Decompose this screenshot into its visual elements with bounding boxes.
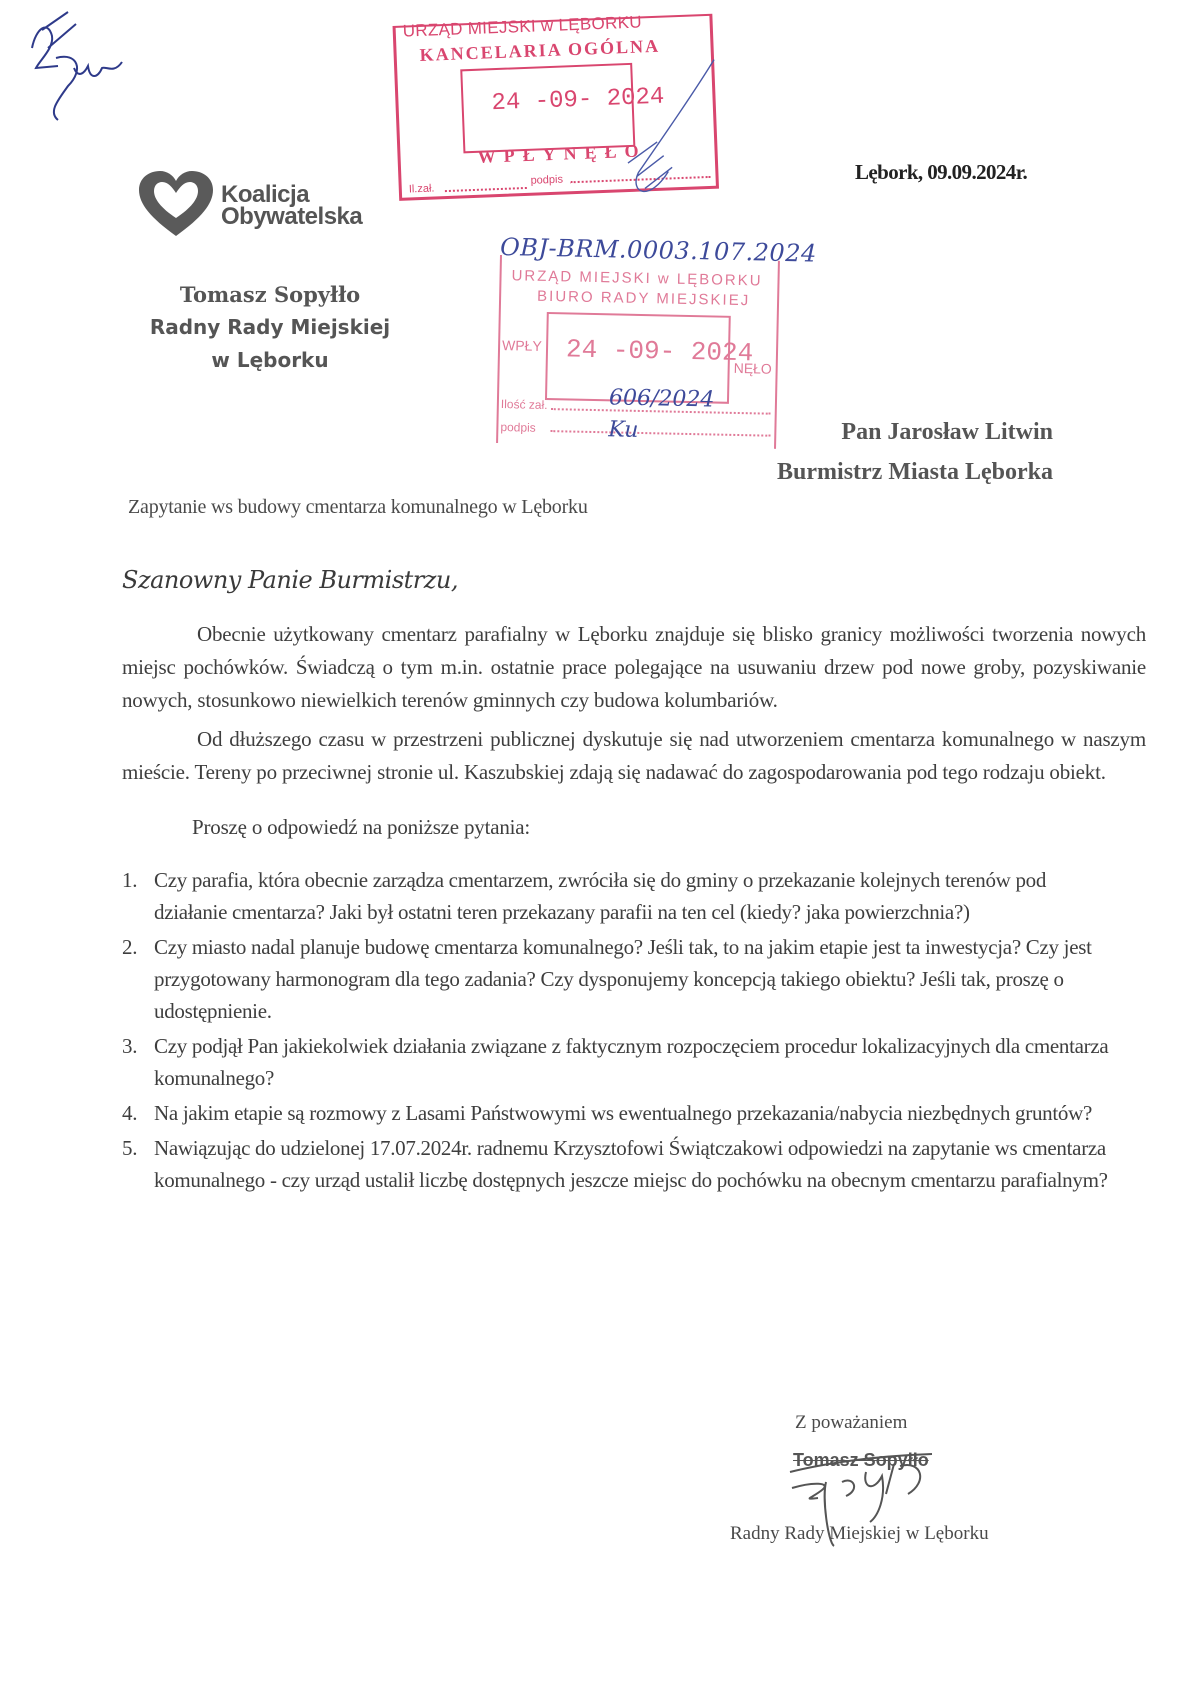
- recipient-name: Pan Jarosław Litwin: [841, 419, 1053, 445]
- question-number: 1.: [122, 868, 138, 892]
- stamp-office-name: URZĄD MIEJSKI w LĘBORKU: [511, 267, 763, 290]
- recipient-block: [735, 412, 1053, 492]
- sender-role: Radny Rady Miejskiej: [149, 315, 391, 339]
- stamp-signature-label: podpis: [500, 420, 536, 435]
- sender-name: Tomasz Sopyłło: [179, 282, 361, 307]
- request-intro: Proszę o odpowiedź na poniższe pytania:: [192, 815, 531, 839]
- stamp-received-left: WPŁY: [501, 337, 542, 354]
- question-text: Czy parafia, która obecnie zarządza cmentarzem, zwróciła się do gminy o przekazanie kolejnych terenów pod działanie cmentarza? Jaki był ostatni teren przekazany parafii na ten cel (kiedy? jaka powierzchnia?): [154, 868, 1047, 924]
- stamp-office-name: URZĄD MIEJSKI w LĘBORKU: [402, 12, 643, 41]
- question-item: [122, 1097, 1124, 1129]
- place-date: Lębork, 09.09.2024r.: [855, 160, 1028, 184]
- stamp-date: 24 -09- 2024: [565, 334, 754, 369]
- recipient-title: Burmistrz Miasta Lęborka: [777, 459, 1053, 485]
- handwritten-initials-icon: [18, 8, 128, 128]
- sender-city: w Lęborku: [211, 348, 329, 372]
- question-item: [122, 931, 1124, 1027]
- body-paragraph: Obecnie użytkowany cmentarz parafialny w Lęborku znajduje się blisko granicy możliwości tworzenia nowych miejsc pochówków. Świadczą o tym m.in. ostatnie prace polegające na usuwaniu drzew pod nowe groby, pozyskiwanie nowych, stosunkowo niewielkich terenów gminnych czy budowa kolumbariów.: [122, 622, 1146, 712]
- handwritten-reference-number: OBJ-BRM.0003.107.2024: [499, 233, 818, 268]
- stamp-signature-label: podpis: [530, 173, 564, 187]
- question-number: 3.: [122, 1034, 138, 1058]
- salutation: Szanowny Panie Burmistrzu,: [122, 566, 458, 594]
- question-text: Nawiązując do udzielonej 17.07.2024r. radnemu Krzysztofowi Świątczakowi odpowiedzi na zapytanie ws cmentarza komunalnego - czy urząd ustalił liczbę dostępnych jeszcze miejsc do pochówku na obecnym cmentarzu parafialnym?: [154, 1136, 1108, 1192]
- letter-body: [122, 618, 1146, 1199]
- question-item: [122, 1030, 1124, 1094]
- ink-scribble-icon: [584, 49, 730, 214]
- signature-role: Radny Rady Miejskiej w Lęborku: [730, 1523, 989, 1544]
- logo-wordmark: [221, 181, 363, 230]
- stamp-kancelaria-ogolna: [392, 0, 719, 202]
- question-number: 5.: [122, 1136, 138, 1160]
- question-text: Czy miasto nadal planuje budowę cmentarza komunalnego? Jeśli tak, to na jakim etapie jest ta inwestycja? Czy jest przygotowany harmonogram dla tego zadania? Czy dysponujemy koncepcją takiego obiektu? Jeśli tak, proszę o udostępnienie.: [154, 935, 1092, 1023]
- koalicja-obywatelska-logo: [135, 168, 405, 248]
- handwritten-initials: Ku: [608, 417, 639, 443]
- question-number: 4.: [122, 1101, 138, 1125]
- closing-phrase: Z poważaniem: [795, 1412, 908, 1433]
- question-item: [122, 1132, 1124, 1196]
- stamp-received-right: NĘŁO: [733, 359, 772, 377]
- stamp-attachments-label: Il.zał.: [408, 182, 435, 196]
- question-number: 2.: [122, 935, 138, 959]
- stamp-attachments-label: Ilość zał.: [500, 397, 548, 413]
- letter-subject: Zapytanie ws budowy cmentarza komunalnego w Lęborku: [128, 496, 588, 518]
- stamp-received-label: WPŁYNĘŁO: [477, 140, 647, 167]
- stamp-date: 24 -09- 2024: [491, 83, 665, 118]
- signature-printed-name: Tomasz Sopyłło: [793, 1450, 929, 1470]
- sender-block: [140, 278, 400, 377]
- logo-line1: Koalicja: [221, 181, 310, 208]
- handwritten-registry-number: 606/2024: [608, 385, 715, 413]
- logo-line2: Obywatelska: [221, 203, 363, 230]
- question-text: Na jakim etapie są rozmowy z Lasami Państwowymi ws ewentualnego przekazania/nabycia niezbędnych gruntów?: [154, 1101, 1092, 1125]
- heart-icon: [135, 168, 217, 240]
- body-paragraph: Od dłuższego czasu w przestrzeni publicznej dyskutuje się nad utworzeniem cmentarza komunalnego w naszym mieście. Tereny po przeciwnej stronie ul. Kaszubskiej zdają się nadawać do zagospodarowania pod tego rodzaju obiekt.: [122, 727, 1146, 784]
- question-text: Czy podjął Pan jakiekolwiek działania związane z faktycznym rozpoczęciem procedur lokalizacyjnych dla cmentarza komunalnego?: [154, 1034, 1109, 1090]
- question-item: [122, 864, 1124, 928]
- stamp-department: KANCELARIA OGÓLNA: [419, 35, 661, 65]
- stamp-department: BIURO RADY MIEJSKIEJ: [536, 287, 751, 310]
- questions-list: [122, 864, 1146, 1196]
